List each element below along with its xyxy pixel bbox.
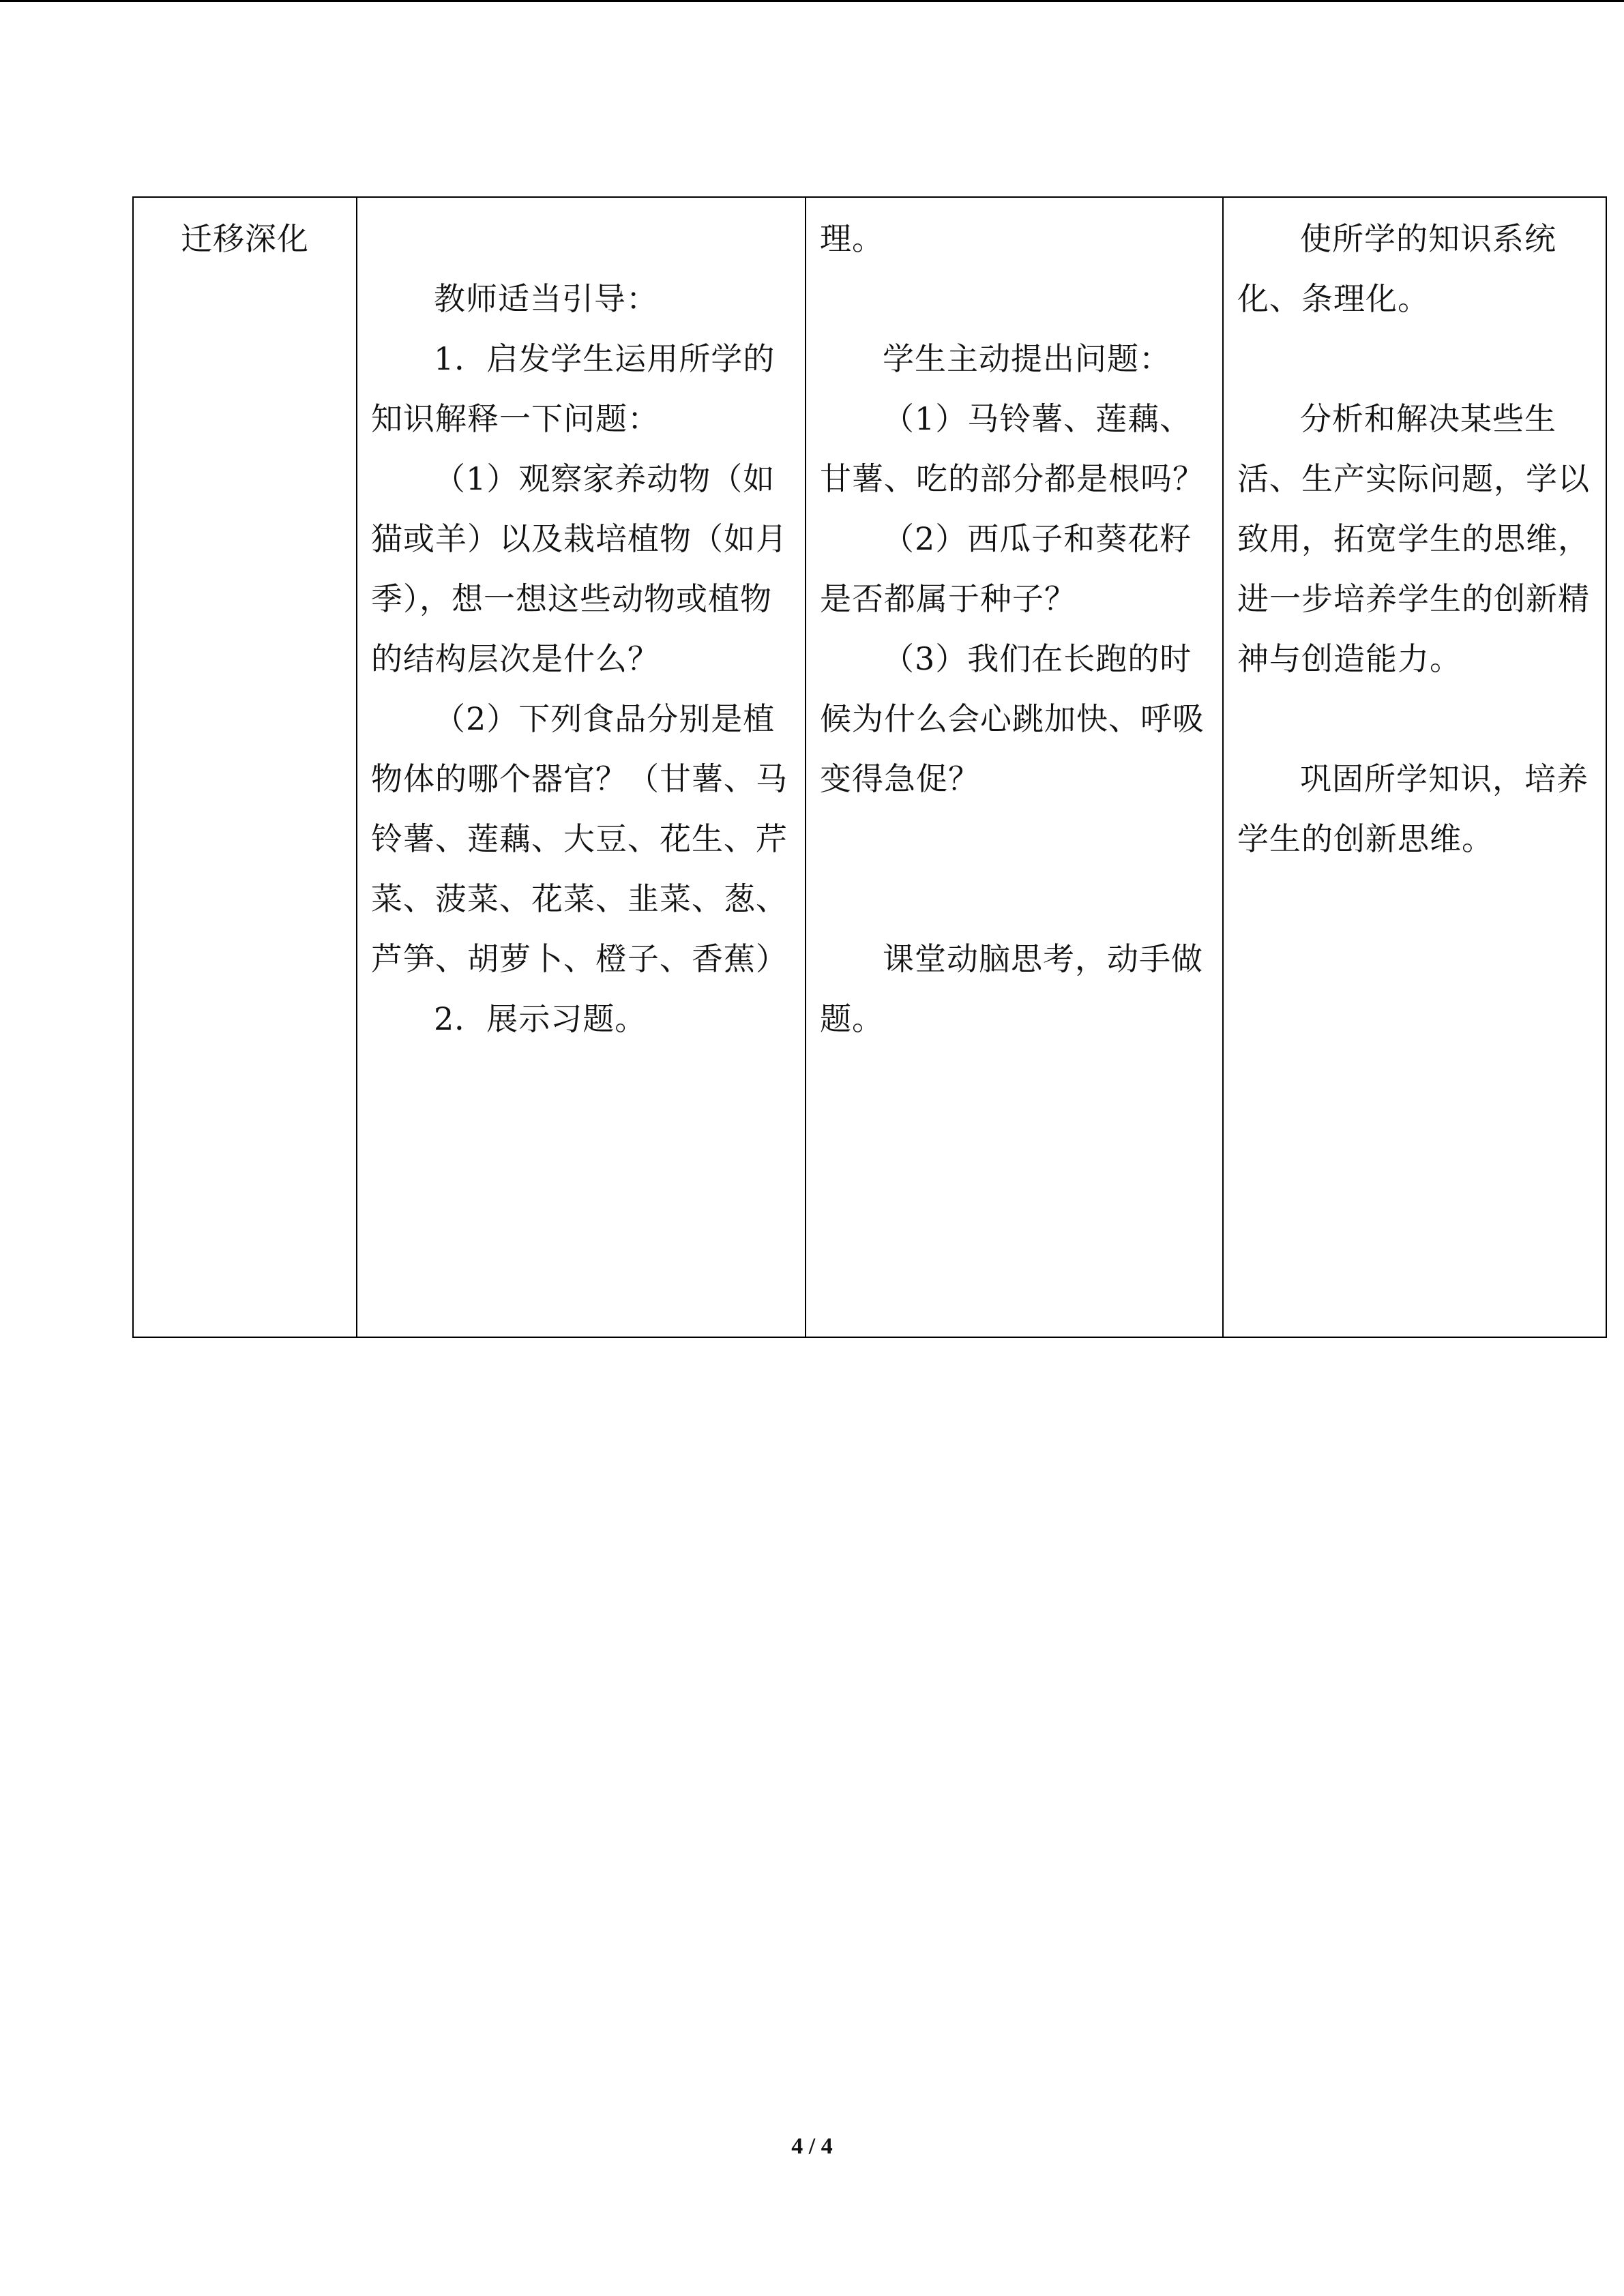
- intent-1: 使所学的知识系统化、条理化。: [1237, 220, 1556, 317]
- student-practice: 课堂动脑思考，动手做题。: [820, 940, 1203, 1037]
- table-row: [133, 197, 1606, 1337]
- page-top-border: [0, 0, 1624, 2]
- spacer: [820, 809, 1209, 929]
- intent-2: 分析和解决某些生活、生产实际问题，学以致用，拓宽学生的思维，进一步培养学生的创新精神与创造能力。: [1237, 400, 1590, 677]
- student-question-1: （1）马铃薯、莲藕、甘薯、吃的部分都是根吗？: [820, 400, 1205, 497]
- student-raise-questions: 学生主动提出问题：: [883, 340, 1171, 377]
- teacher-item-2: 2．展示习题。: [434, 1000, 647, 1037]
- intent-3: 巩固所学知识，培养学生的创新思维。: [1237, 760, 1589, 857]
- student-question-2: （2）西瓜子和葵花籽是否都属于种子？: [820, 520, 1192, 617]
- spacer: [371, 209, 791, 269]
- student-activity-cell: [806, 197, 1223, 1337]
- design-intent-cell: [1223, 197, 1606, 1337]
- teacher-question-1: （1）观察家养动物（如猫或羊）以及栽培植物（如月季），想一想这些动物或植物的结构层次是什么？: [371, 460, 788, 677]
- teacher-item-1: 1．启发学生运用所学的知识解释一下问题：: [371, 340, 776, 437]
- teacher-question-2: （2）下列食品分别是植物体的哪个器官？（甘薯、马铃薯、莲藕、大豆、花生、芹菜、菠菜、花菜、韭菜、葱、芦笋、胡萝卜、橙子、香蕉）: [371, 700, 788, 977]
- stage-label: 迁移深化: [181, 220, 309, 257]
- lesson-table: [132, 196, 1607, 1338]
- student-lead-text: 理。: [820, 220, 884, 257]
- teacher-intro: 教师适当引导：: [434, 280, 658, 317]
- spacer: [1237, 689, 1592, 749]
- page-number: 4 / 4: [791, 2134, 833, 2159]
- spacer: [1237, 329, 1592, 389]
- student-question-3: （3）我们在长跑的时候为什么会心跳加快、呼吸变得急促？: [820, 640, 1205, 797]
- teacher-activity-cell: [357, 197, 806, 1337]
- spacer: [820, 269, 1209, 329]
- stage-cell: [133, 197, 357, 1337]
